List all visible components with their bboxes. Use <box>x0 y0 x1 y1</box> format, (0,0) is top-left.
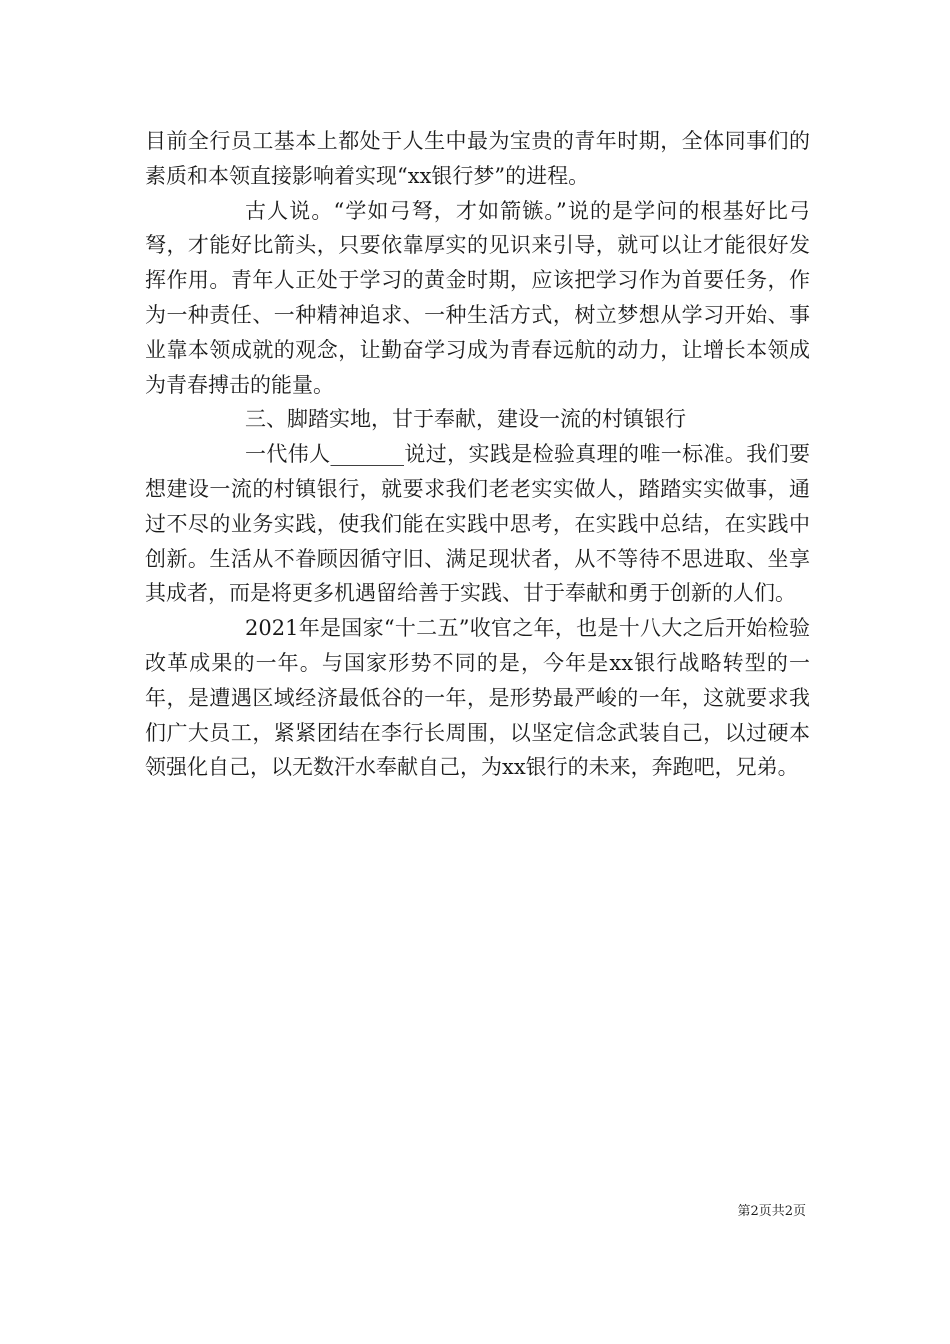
document-body <box>145 124 810 785</box>
paragraph-practice: 一代伟人_______说过，实践是检验真理的唯一标准。我们要想建设一流的村镇银行，就要求我们老老实实做人，踏踏实实做事，通过不尽的业务实践，使我们能在实践中思考，在实践中总结，在实践中创新。生活从不眷顾因循守旧、满足现状者，从不等待不思进取、坐享其成者，而是将更多机遇留给善于实践、甘于奉献和勇于创新的人们。 <box>145 442 810 606</box>
section-heading: 三、脚踏实地，甘于奉献，建设一流的村镇银行 <box>245 407 686 432</box>
paragraph-learning: 古人说。“学如弓弩，才如箭镞。”说的是学问的根基好比弓弩，才能好比箭头，只要依靠厚实的见识来引导，就可以让才能很好发挥作用。青年人正处于学习的黄金时期，应该把学习作为首要任务，作为一种责任、一种精神追求、一种生活方式，树立梦想从学习开始、事业靠本领成就的观念，让勤奋学习成为青春远航的动力，让增长本领成为青春搏击的能量。 <box>145 198 810 397</box>
paragraph-year-outlook: 2021年是国家“十二五”收官之年，也是十八大之后开始检验改革成果的一年。与国家形势不同的是，今年是xx银行战略转型的一年，是遭遇区域经济最低谷的一年，是形势最严峻的一年，这就要求我们广大员工，紧紧团结在李行长周围，以坚定信念武装自己，以过硬本领强化自己，以无数汗水奉献自己，为xx银行的未来，奔跑吧，兄弟。 <box>145 616 810 780</box>
paragraph-continuation: 目前全行员工基本上都处于人生中最为宝贵的青年时期，全体同事们的素质和本领直接影响着实现“xx银行梦”的进程。 <box>145 129 810 188</box>
page-number-footer: 第2页共2页 <box>737 1204 806 1219</box>
